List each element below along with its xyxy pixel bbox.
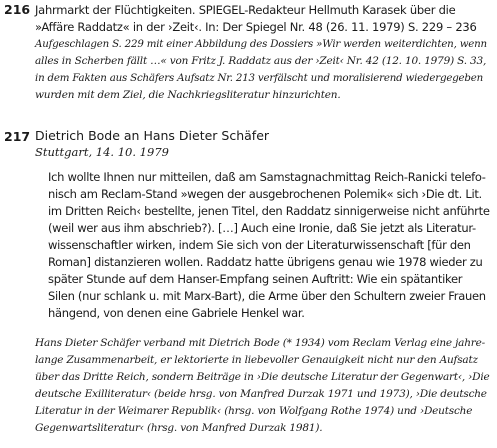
quote-line: Ich wollte Ihnen nur mitteilen, daß am Samstagnachmittag Reich-Ranicki telefo-	[48, 170, 486, 184]
note-line: Literatur in der Weimarer Republik‹ (hrsg. von Wolfgang Rothe 1974) und ›Deutsche	[35, 405, 473, 417]
quote-line: wissenschaftler wirken, indem Sie sich von der Literaturwissenschaft [für den	[48, 238, 471, 252]
quote-line: im Dritten Reich‹ bestellte, jenen Titel, den Raddatz sinnigerweise nicht anführte	[48, 204, 490, 218]
quote-line: Silen (nur schlank u. mit Marx-Bart), die Arme über den Schultern zweier Frauen	[48, 289, 486, 303]
citation-line: »Affäre Raddatz« in der ›Zeit‹. In: Der Spiegel Nr. 48 (26. 11. 1979) S. 229 – 236	[35, 20, 477, 34]
annotation-line: wurden mit dem Ziel, die Nachkriegsliteratur hinzurichten.	[35, 89, 341, 101]
note-line: Hans Dieter Schäfer verband mit Dietrich Bode (* 1934) vom Reclam Verlag eine jahre-	[35, 337, 485, 349]
quote-line: Roman] distanzieren wollen. Raddatz hatte übrigens genau wie 1978 wieder zu	[48, 255, 483, 269]
note-line: lange Zusammenarbeit, er lektorierte in liebevoller Genauigkeit nicht nur den Aufsatz	[35, 354, 478, 366]
citation-line: Jahrmarkt der Flüchtigkeiten. SPIEGEL-Redakteur Hellmuth Karasek über die	[35, 3, 456, 17]
entry-number: 217	[4, 129, 31, 144]
entry-number: 216	[4, 2, 31, 17]
letter-place-date: Stuttgart, 14. 10. 1979	[35, 145, 169, 159]
letter-heading: Dietrich Bode an Hans Dieter Schäfer	[35, 128, 270, 143]
annotation-line: Aufgeschlagen S. 229 mit einer Abbildung des Dossiers »Wir werden weiterdichten, wenn	[35, 38, 487, 50]
quote-line: später Stunde auf dem Hanser-Empfang seinen Auftritt: Wie ein spätantiker	[48, 272, 463, 286]
note-line: deutsche Exilliteratur‹ (beide hrsg. von Manfred Durzak 1971 und 1973), ›Die deutsche	[35, 388, 487, 400]
quote-line: hängend, von denen eine Gabriele Henkel war.	[48, 306, 305, 320]
entry-header	[35, 127, 493, 161]
quote-line: nisch am Reclam-Stand »wegen der ausgebrochenen Polemik« sich ›Die dt. Lit.	[48, 187, 482, 201]
editorial-note	[35, 335, 493, 437]
quote-line: (weil wer aus ihm abschrieb?). […] Auch eine Ironie, daß Sie jetzt als Literatur-	[48, 221, 476, 235]
annotation-line: in dem Fakten aus Schäfers Aufsatz Nr. 213 verfälscht und moralisierend wiedergegeben	[35, 72, 484, 84]
note-line: über das Dritte Reich, sondern Beiträge in ›Die deutsche Literatur der Gegenwart‹, ›Die	[35, 371, 490, 383]
annotation-line: alles in Scherben fällt …« von Fritz J. Raddatz aus der ›Zeit‹ Nr. 42 (12. 10. 1979) S. 33,	[35, 55, 487, 67]
letter-quote	[48, 169, 493, 322]
entry-body	[35, 2, 493, 104]
note-line: Gegenwartsliteratur‹ (hrsg. von Manfred Durzak 1981).	[35, 422, 323, 434]
